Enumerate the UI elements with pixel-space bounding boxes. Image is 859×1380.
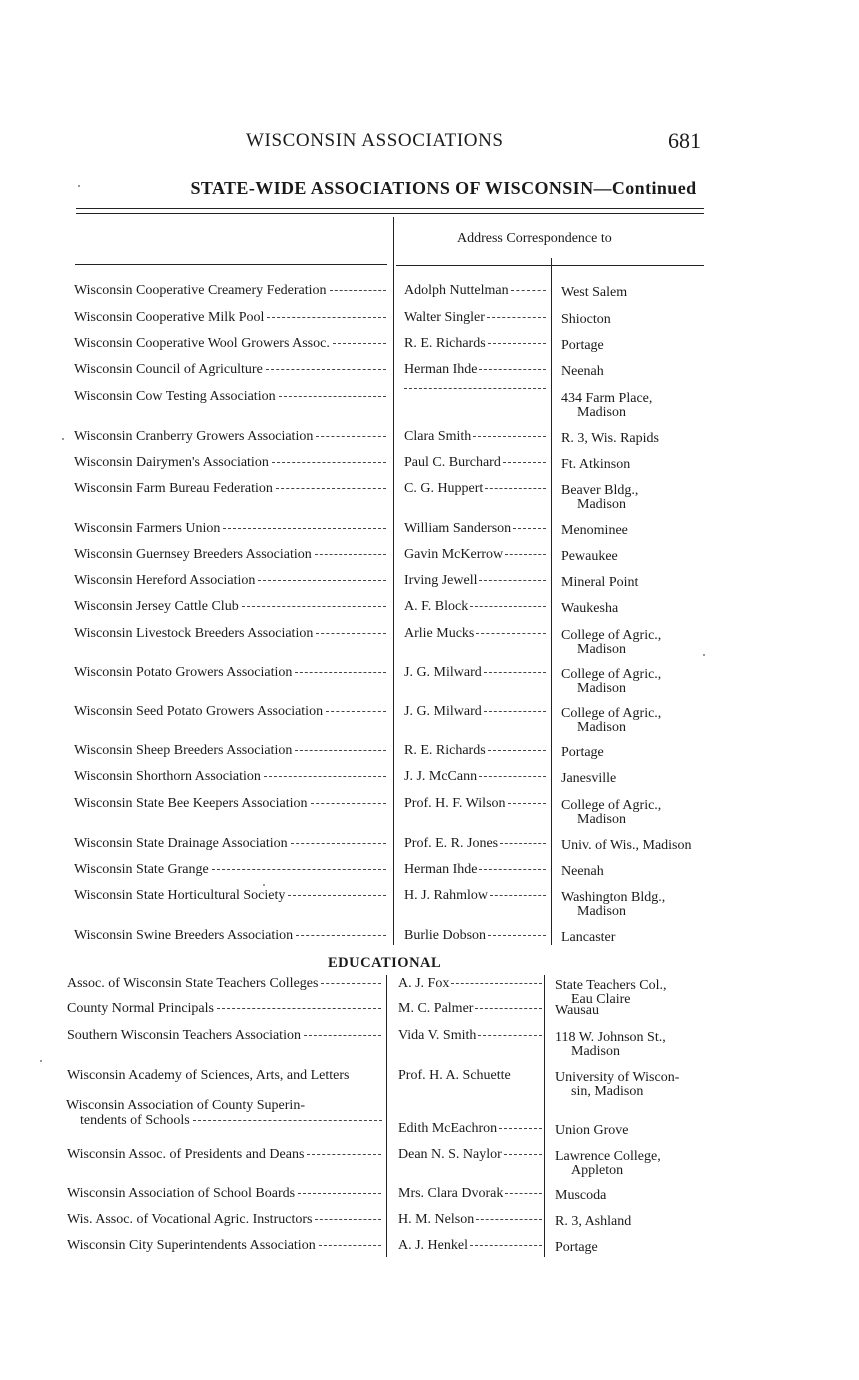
dot-leader	[499, 1127, 542, 1129]
dot-leader	[490, 894, 546, 896]
table-row	[0, 482, 859, 522]
organization-name-text: Wisconsin Cow Testing Association	[74, 389, 276, 404]
contact-person	[404, 548, 546, 562]
address-line1: College of Agric.,	[561, 706, 662, 721]
dot-leader	[487, 316, 546, 318]
contact-name: R. E. Richards	[404, 743, 486, 758]
dot-leader	[505, 553, 546, 555]
dot-leader	[223, 527, 386, 529]
contact-person	[404, 456, 546, 470]
address-line1: Washington Bldg.,	[561, 890, 666, 905]
organization-name	[74, 430, 386, 444]
address	[561, 865, 604, 879]
contact-name: J. G. Milward	[404, 665, 482, 680]
address-line1: R. 3, Wis. Rapids	[561, 431, 659, 446]
organization-name-text: Wisconsin Swine Breeders Association	[74, 928, 294, 943]
contact-person	[398, 1002, 542, 1016]
dot-leader	[470, 1244, 542, 1246]
contact-person	[404, 522, 546, 536]
dot-leader	[264, 775, 386, 777]
title-rule-top	[76, 208, 704, 209]
address	[561, 576, 638, 590]
print-speck	[40, 1060, 42, 1062]
dot-leader	[242, 605, 386, 607]
dot-leader	[511, 289, 546, 291]
organization-name	[74, 889, 386, 903]
address-line1: College of Agric.,	[561, 628, 662, 643]
table-row	[0, 1239, 859, 1279]
organization-name	[74, 929, 386, 943]
contact-person	[404, 797, 546, 811]
address	[561, 392, 652, 420]
contact-person	[404, 482, 546, 496]
organization-name-text: Wisconsin State Grange	[74, 862, 209, 877]
dot-leader	[316, 632, 386, 634]
dot-leader	[326, 710, 386, 712]
address	[561, 772, 616, 786]
contact-person	[404, 284, 546, 298]
organization-name	[74, 482, 386, 496]
address-line1: Portage	[555, 1240, 598, 1255]
table-row	[0, 705, 859, 745]
contact-name: A. J. Henkel	[398, 1238, 468, 1253]
dot-leader	[267, 316, 386, 318]
address	[555, 1031, 666, 1059]
organization-name-text: Wisconsin Council of Agriculture	[74, 362, 263, 377]
organization-name	[67, 1002, 381, 1016]
contact-name: H. J. Rahmlow	[404, 888, 488, 903]
address	[555, 1150, 661, 1178]
address-line2: Madison	[577, 497, 626, 512]
organization-name-text: Wisconsin Association of School Boards	[67, 1186, 296, 1201]
contact-person	[398, 977, 542, 991]
contact-person	[404, 627, 546, 641]
dot-leader	[321, 982, 381, 984]
address-line1: Wausau	[555, 1003, 599, 1018]
contact-name: Adolph Nuttelman	[404, 283, 509, 298]
dot-leader	[479, 868, 546, 870]
contact-person	[404, 363, 546, 377]
dot-leader	[505, 1192, 542, 1194]
organization-name	[74, 797, 386, 811]
contact-name: H. M. Nelson	[398, 1212, 475, 1227]
address-line1: Ft. Atkinson	[561, 457, 631, 472]
address-line1: 118 W. Johnson St.,	[555, 1030, 666, 1045]
address	[555, 1004, 599, 1018]
address-line1: R. 3, Ashland	[555, 1214, 632, 1229]
dot-leader	[288, 894, 386, 896]
address	[561, 313, 611, 327]
dot-leader	[291, 842, 386, 844]
address	[561, 707, 661, 735]
organization-name-text: Wisconsin Hereford Association	[74, 573, 256, 588]
organization-name-text: Wisconsin Shorthorn Association	[74, 769, 261, 784]
dot-leader	[304, 1034, 381, 1036]
address	[561, 484, 638, 512]
address	[561, 550, 618, 564]
organization-name-text: Wisconsin State Horticultural Society	[74, 888, 286, 903]
dot-leader	[476, 632, 546, 634]
organization-name-text: Wisconsin State Drainage Association	[74, 836, 288, 851]
address	[561, 524, 628, 538]
address	[555, 1071, 679, 1099]
dot-leader	[311, 802, 387, 804]
contact-person	[404, 705, 546, 719]
contact-name: Clara Smith	[404, 429, 472, 444]
contact-person	[398, 1187, 542, 1201]
dot-leader	[307, 1153, 381, 1155]
contact-person	[404, 889, 546, 903]
organization-name-line2	[66, 1113, 382, 1128]
contact-person	[404, 666, 546, 680]
dot-leader	[258, 579, 386, 581]
organization-name-text: Wisconsin Sheep Breeders Association	[74, 743, 293, 758]
contact-name: Arlie Mucks	[404, 626, 475, 641]
organization-name	[74, 311, 386, 325]
table-title: STATE-WIDE ASSOCIATIONS OF WISCONSIN—Continued	[190, 178, 697, 198]
address-line2: Madison	[577, 681, 626, 696]
organization-name-text: Assoc. of Wisconsin State Teachers Colleges	[67, 976, 319, 991]
organization-name-text: Wisconsin Farm Bureau Federation	[74, 481, 273, 496]
address-line2: Eau Claire	[571, 992, 631, 1007]
contact-name: William Sanderson	[404, 521, 512, 536]
address-line1: College of Agric.,	[561, 667, 662, 682]
organization-name-text: Wisconsin Potato Growers Association	[74, 665, 293, 680]
contact-person	[404, 390, 546, 392]
dot-leader	[504, 1153, 542, 1155]
address	[561, 602, 618, 616]
dot-leader	[296, 934, 386, 936]
organization-name	[74, 744, 386, 758]
contact-person	[398, 1213, 542, 1227]
dot-leader	[212, 868, 386, 870]
contact-name: M. C. Palmer	[398, 1001, 474, 1016]
organization-name	[74, 574, 386, 588]
organization-name-text: Wisconsin Livestock Breeders Association	[74, 626, 314, 641]
print-speck	[62, 438, 64, 440]
address	[555, 1215, 631, 1229]
contact-person	[398, 1122, 542, 1136]
running-title: WISCONSIN ASSOCIATIONS	[246, 130, 504, 151]
address-line1: Neenah	[561, 864, 604, 879]
address	[555, 1241, 598, 1255]
contact-name: J. G. Milward	[404, 704, 482, 719]
dot-leader	[473, 435, 546, 437]
contact-person	[404, 574, 546, 588]
organization-name-text: County Normal Principals	[67, 1001, 214, 1016]
table-row	[0, 797, 859, 837]
table-row	[0, 627, 859, 667]
dot-leader	[315, 553, 386, 555]
address	[561, 339, 604, 353]
contact-person	[404, 311, 546, 325]
contact-name: A. J. Fox	[398, 976, 450, 991]
address-line2: Appleton	[571, 1163, 624, 1178]
page-number: 681	[668, 128, 701, 153]
organization-name-text: Southern Wisconsin Teachers Association	[67, 1028, 301, 1043]
dot-leader	[485, 487, 546, 489]
organization-name-line1: Wisconsin Association of County Superin-	[66, 1098, 305, 1113]
dot-leader	[295, 749, 386, 751]
organization-name	[74, 666, 386, 680]
address	[561, 668, 661, 696]
organization-name	[67, 977, 381, 991]
dot-leader	[488, 342, 546, 344]
address-line1: Muscoda	[555, 1188, 607, 1203]
contact-name: C. G. Huppert	[404, 481, 484, 496]
contact-name: Irving Jewell	[404, 573, 478, 588]
dot-leader	[193, 1119, 382, 1121]
educational-heading: EDUCATIONAL	[328, 955, 442, 971]
address-line1: Pewaukee	[561, 549, 618, 564]
address	[561, 746, 604, 760]
title-rule-bottom	[76, 213, 704, 214]
organization-name-cont: tendents of Schools	[80, 1113, 190, 1128]
organization-name-text: Wisconsin Assoc. of Presidents and Deans	[67, 1147, 305, 1162]
running-head	[0, 130, 859, 160]
dot-leader	[330, 289, 386, 291]
organization-name-text: Wisconsin Farmers Union	[74, 521, 221, 536]
organization-name	[74, 284, 386, 298]
organization-name	[67, 1148, 381, 1162]
dot-leader	[500, 842, 546, 844]
dot-leader	[404, 387, 546, 389]
dot-leader	[479, 368, 546, 370]
organization-name	[74, 770, 386, 784]
dot-leader	[508, 802, 546, 804]
address-column-rule	[396, 265, 704, 266]
address-line1: Waukesha	[561, 601, 619, 616]
organization-name	[74, 548, 386, 562]
dot-leader	[451, 982, 542, 984]
dot-leader	[484, 671, 546, 673]
contact-person	[398, 1029, 542, 1043]
dot-leader	[503, 461, 546, 463]
contact-name: Prof. E. R. Jones	[404, 836, 499, 851]
address	[561, 458, 630, 472]
table-row	[0, 390, 859, 430]
dot-leader	[217, 1007, 381, 1009]
address-line1: Mineral Point	[561, 575, 639, 590]
contact-name: Prof. H. A. Schuette	[398, 1068, 511, 1083]
address-line2: Madison	[577, 405, 626, 420]
organization-name-text: Wisconsin Cooperative Wool Growers Assoc.	[74, 336, 330, 351]
contact-name: R. E. Richards	[404, 336, 486, 351]
dot-leader	[484, 710, 546, 712]
contact-name: Edith McEachron	[398, 1121, 498, 1136]
contact-person	[404, 929, 546, 943]
address	[561, 286, 627, 300]
address-column-header: Address Correspondence to	[457, 231, 612, 246]
address-line1: 434 Farm Place,	[561, 391, 653, 406]
organization-name	[74, 363, 386, 377]
organization-name	[67, 1029, 381, 1043]
address-line1: State Teachers Col.,	[555, 978, 667, 993]
organization-name-text: Wisconsin Jersey Cattle Club	[74, 599, 239, 614]
organization-name-text: Wisconsin Dairymen's Association	[74, 455, 269, 470]
organization-name	[74, 522, 386, 536]
address-line2: Madison	[577, 642, 626, 657]
address-line1: Menominee	[561, 523, 628, 538]
address-line1: Lancaster	[561, 930, 616, 945]
organization-name	[67, 1187, 381, 1201]
organization-name	[74, 627, 386, 641]
address-line1: Shiocton	[561, 312, 611, 327]
dot-leader	[319, 1244, 381, 1246]
dot-leader	[316, 435, 386, 437]
dot-leader	[479, 579, 546, 581]
contact-person	[398, 1239, 542, 1253]
contact-name: Gavin McKerrow	[404, 547, 504, 562]
contact-name: A. F. Block	[404, 599, 469, 614]
organization-name	[74, 863, 386, 877]
contact-name: Paul C. Burchard	[404, 455, 501, 470]
name-column-rule	[75, 264, 387, 265]
dot-leader	[479, 775, 546, 777]
address-line2: Madison	[577, 904, 626, 919]
contact-person	[404, 744, 546, 758]
address	[555, 1124, 629, 1138]
organization-name	[74, 837, 386, 851]
address-line2: Madison	[577, 812, 626, 827]
dot-leader	[513, 527, 546, 529]
organization-name	[74, 390, 386, 404]
print-speck	[78, 185, 80, 187]
contact-name: Dean N. S. Naylor	[398, 1147, 502, 1162]
contact-person	[398, 1069, 542, 1083]
address-line1: Univ. of Wis., Madison	[561, 838, 692, 853]
contact-name: Herman Ihde	[404, 362, 478, 377]
address	[561, 432, 659, 446]
organization-name-text: Wis. Assoc. of Vocational Agric. Instructors	[67, 1212, 313, 1227]
dot-leader	[295, 671, 386, 673]
contact-person	[404, 837, 546, 851]
contact-name: Walter Singler	[404, 310, 485, 325]
dot-leader	[470, 605, 546, 607]
contact-name: Burlie Dobson	[404, 928, 487, 943]
address	[561, 931, 615, 945]
print-speck	[703, 654, 705, 656]
organization-name	[66, 1098, 382, 1128]
address-line1: Portage	[561, 745, 604, 760]
organization-name	[74, 600, 386, 614]
address-line2: sin, Madison	[571, 1084, 644, 1099]
address-line1: Union Grove	[555, 1123, 629, 1138]
dot-leader	[298, 1192, 381, 1194]
table-row	[0, 889, 859, 929]
contact-name: Herman Ihde	[404, 862, 478, 877]
organization-name	[67, 1239, 381, 1253]
address	[561, 629, 661, 657]
print-speck	[263, 884, 265, 886]
contact-person	[404, 430, 546, 444]
address-line2: Madison	[577, 720, 626, 735]
address-line1: University of Wiscon-	[555, 1070, 680, 1085]
dot-leader	[488, 934, 546, 936]
contact-name: J. J. McCann	[404, 769, 478, 784]
contact-name: Mrs. Clara Dvorak	[398, 1186, 504, 1201]
organization-name	[74, 337, 386, 351]
address-line1: College of Agric.,	[561, 798, 662, 813]
contact-name: Vida V. Smith	[398, 1028, 477, 1043]
contact-person	[404, 863, 546, 877]
organization-name-text: Wisconsin State Bee Keepers Association	[74, 796, 308, 811]
organization-name	[74, 705, 386, 719]
organization-name-text: Wisconsin Guernsey Breeders Association	[74, 547, 312, 562]
organization-name	[67, 1069, 381, 1083]
table-row	[0, 1029, 859, 1069]
dot-leader	[276, 487, 386, 489]
contact-person	[398, 1148, 542, 1162]
dot-leader	[488, 749, 546, 751]
dot-leader	[333, 342, 386, 344]
address-line1: Beaver Bldg.,	[561, 483, 639, 498]
dot-leader	[272, 461, 386, 463]
organization-name-text: Wisconsin Academy of Sciences, Arts, and Letters	[67, 1068, 350, 1083]
organization-name-text: Wisconsin Seed Potato Growers Association	[74, 704, 324, 719]
address	[561, 365, 604, 379]
address-line1: Janesville	[561, 771, 617, 786]
address-line1: Portage	[561, 338, 604, 353]
address-line2: Madison	[571, 1044, 620, 1059]
address-line1: Neenah	[561, 364, 604, 379]
dot-leader	[315, 1218, 381, 1220]
dot-leader	[476, 1218, 542, 1220]
contact-person	[404, 770, 546, 784]
dot-leader	[475, 1007, 542, 1009]
dot-leader	[478, 1034, 542, 1036]
address	[561, 799, 661, 827]
contact-person	[404, 600, 546, 614]
table-row	[0, 666, 859, 706]
organization-name-text: Wisconsin Cooperative Creamery Federation	[74, 283, 327, 298]
address	[561, 891, 665, 919]
organization-name	[74, 456, 386, 470]
organization-name-text: Wisconsin Cooperative Milk Pool	[74, 310, 265, 325]
address	[555, 1189, 606, 1203]
table-row	[0, 1148, 859, 1188]
address	[561, 839, 692, 853]
organization-name	[67, 1213, 381, 1227]
contact-person	[404, 337, 546, 351]
address-line1: Lawrence College,	[555, 1149, 661, 1164]
dot-leader	[279, 395, 386, 397]
address-line1: West Salem	[561, 285, 628, 300]
dot-leader	[266, 368, 386, 370]
organization-name-text: Wisconsin City Superintendents Association	[67, 1238, 316, 1253]
contact-name: Prof. H. F. Wilson	[404, 796, 506, 811]
organization-name-text: Wisconsin Cranberry Growers Association	[74, 429, 314, 444]
